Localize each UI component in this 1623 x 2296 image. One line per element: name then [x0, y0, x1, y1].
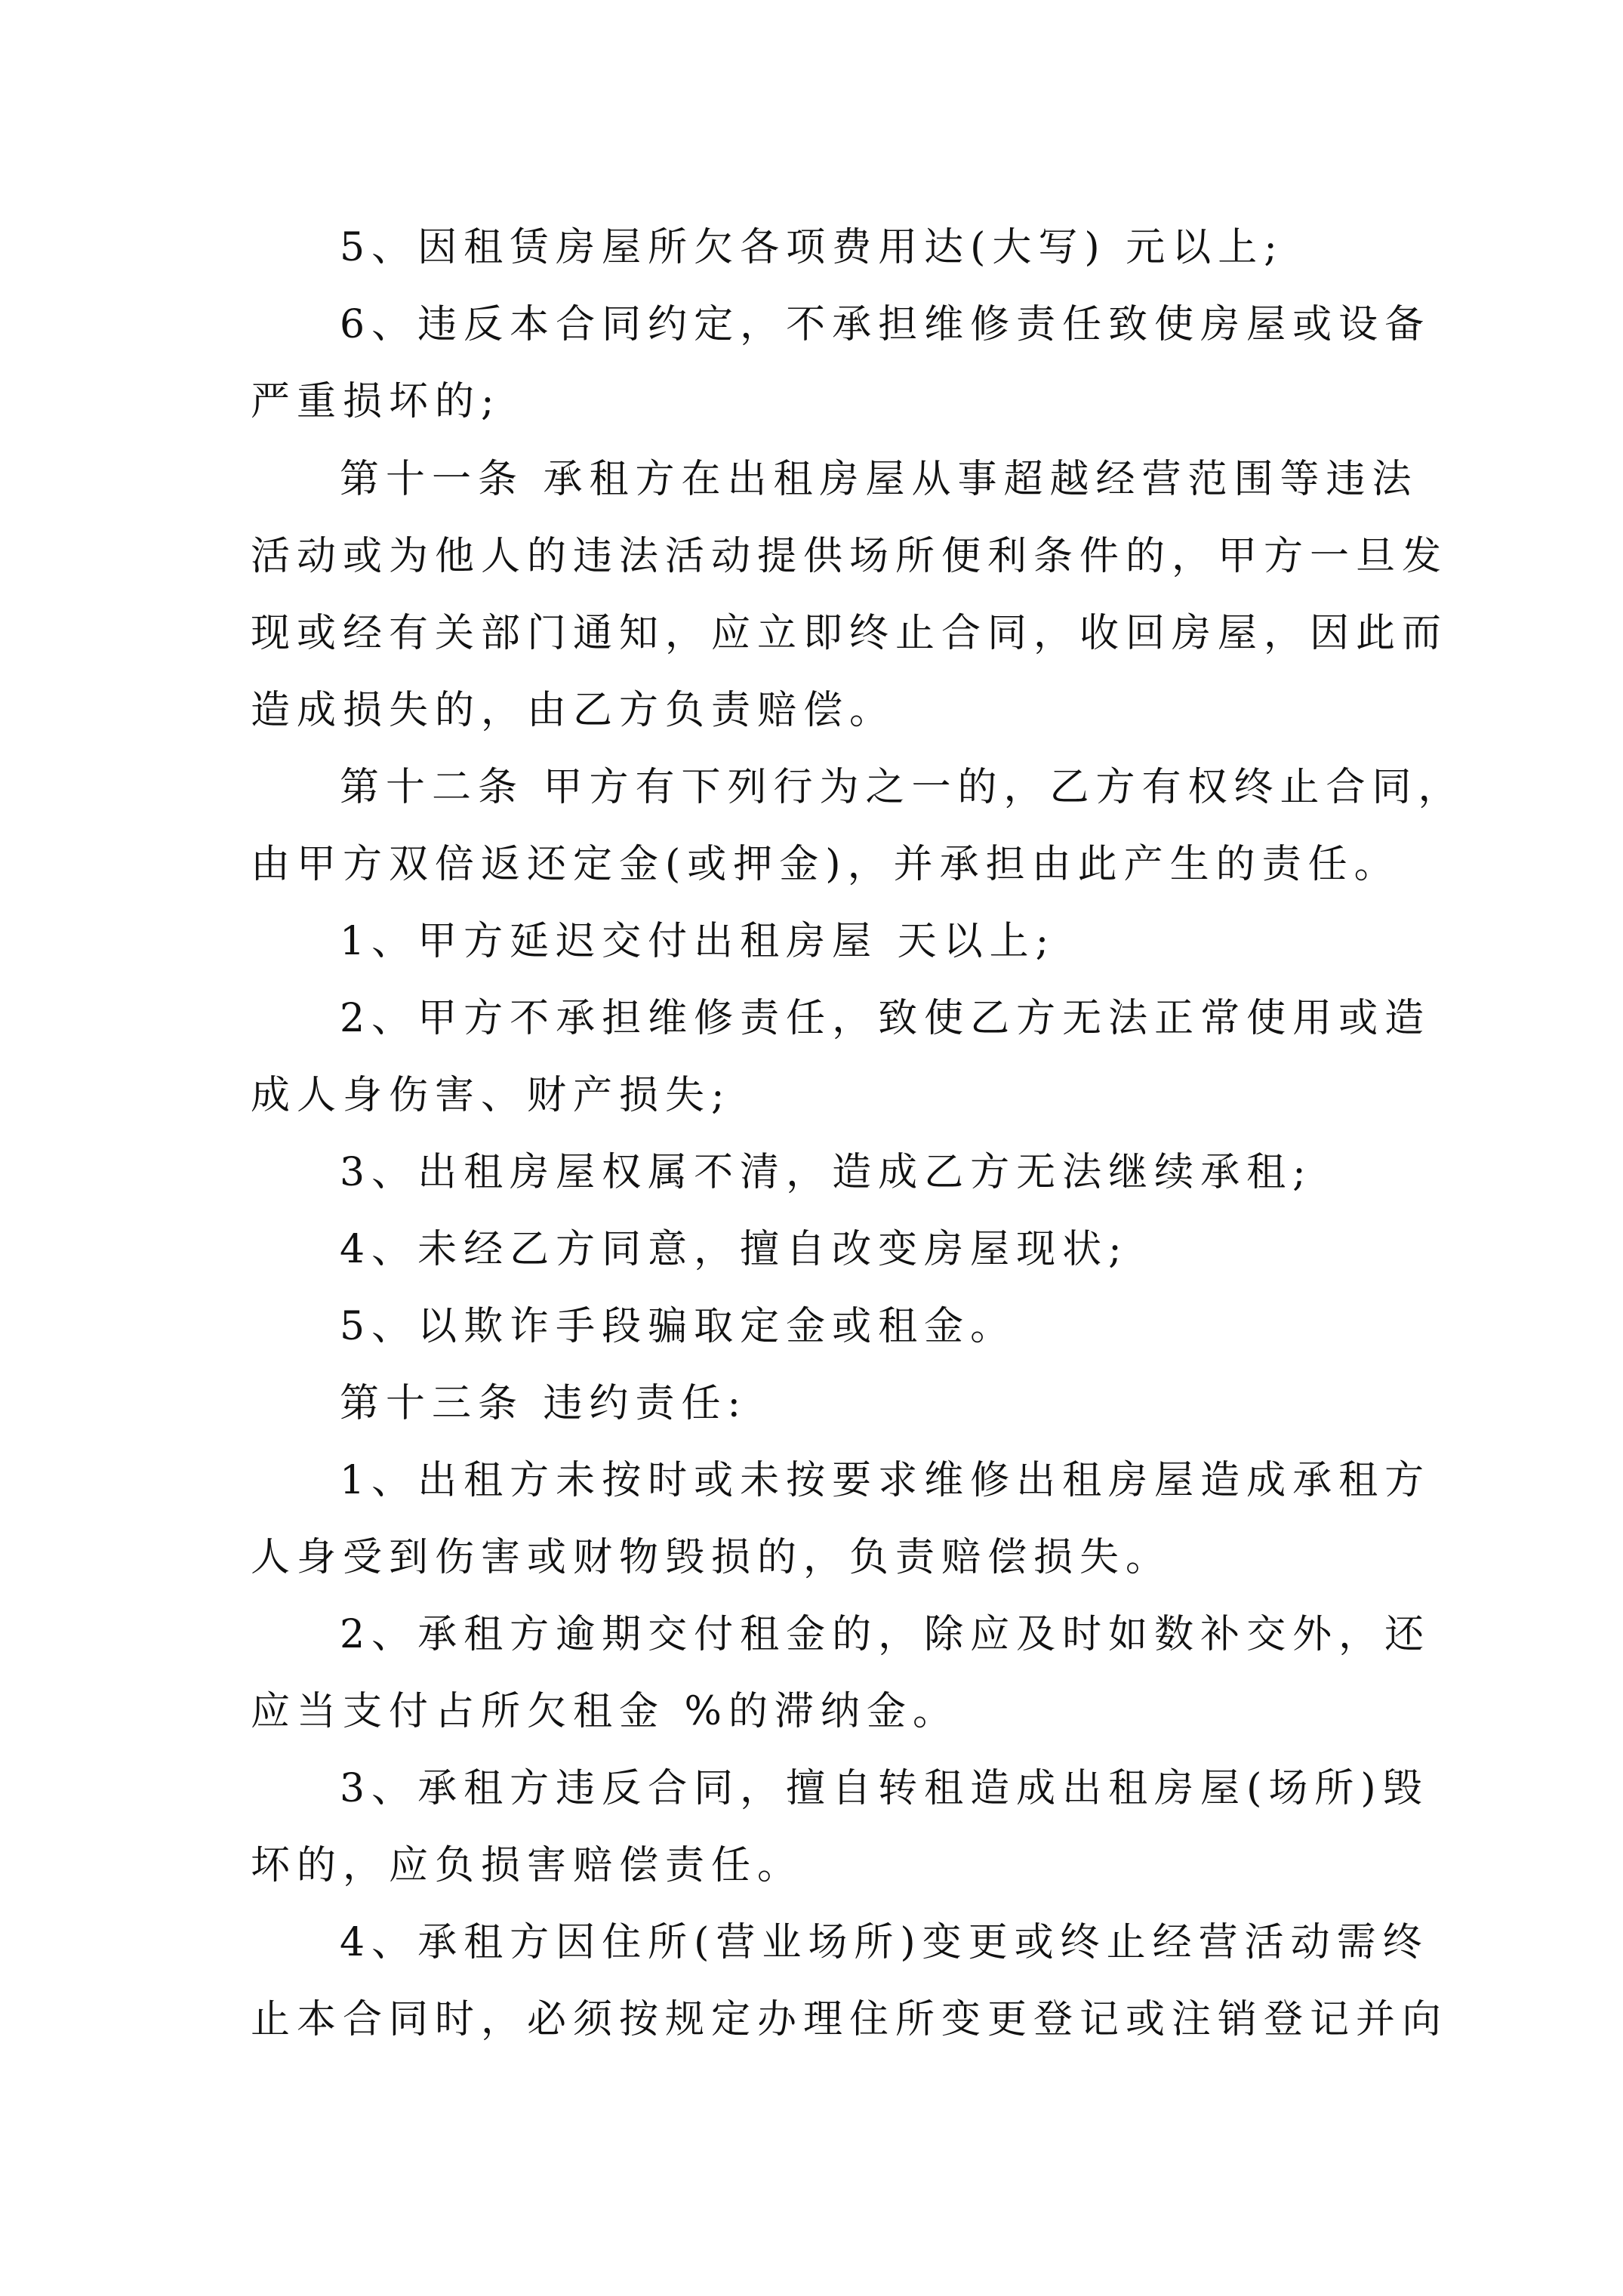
text-line: 4、承租方因住所(营业场所)变更或终止经营活动需终: [340, 1920, 1429, 1965]
text-line: 第十三条 违约责任:: [340, 1381, 748, 1426]
text-line: 2、甲方不承担维修责任，致使乙方无法正常使用或造: [340, 996, 1431, 1041]
text-line: 由甲方双倍返还定金(或押金)，并承担由此产生的责任。: [251, 842, 1400, 887]
text-line: 严重损坏的;: [251, 379, 501, 424]
text-line: 6、违反本合同约定，不承担维修责任致使房屋或设备: [340, 302, 1431, 347]
text-line: 1、出租方未按时或未按要求维修出租房屋造成承租方: [340, 1458, 1431, 1503]
text-line: 3、出租房屋权属不清，造成乙方无法继续承租;: [340, 1150, 1313, 1195]
text-line: 第十二条 甲方有下列行为之一的，乙方有权终止合同，: [340, 765, 1464, 810]
text-line: 坏的，应负损害赔偿责任。: [251, 1843, 804, 1888]
text-line: 2、承租方逾期交付租金的，除应及时如数补交外，还: [340, 1612, 1431, 1657]
text-line: 止本合同时，必须按规定办理住所变更登记或注销登记并向: [251, 1997, 1449, 2042]
text-line: 成人身伤害、财产损失;: [251, 1073, 731, 1118]
text-line: 1、甲方延迟交付出租房屋 天以上;: [340, 919, 1056, 964]
text-line: 3、承租方违反合同，擅自转租造成出租房屋(场所)毁: [340, 1766, 1429, 1811]
text-line: 第十一条 承租方在出租房屋从事超越经营范围等违法: [340, 457, 1418, 502]
text-line: 应当支付占所欠租金 %的滞纳金。: [251, 1689, 959, 1734]
text-line: 5、因租赁房屋所欠各项费用达(大写) 元以上;: [340, 225, 1284, 270]
text-line: 现或经有关部门通知，应立即终止合同，收回房屋，因此而: [251, 611, 1449, 656]
text-line: 活动或为他人的违法活动提供场所便利条件的，甲方一旦发: [251, 534, 1449, 579]
text-line: 人身受到伤害或财物毁损的，负责赔偿损失。: [251, 1535, 1172, 1580]
text-line: 造成损失的，由乙方负责赔偿。: [251, 688, 896, 733]
text-line: 4、未经乙方同意，擅自改变房屋现状;: [340, 1227, 1129, 1272]
text-line: 5、以欺诈手段骗取定金或租金。: [340, 1304, 1017, 1349]
